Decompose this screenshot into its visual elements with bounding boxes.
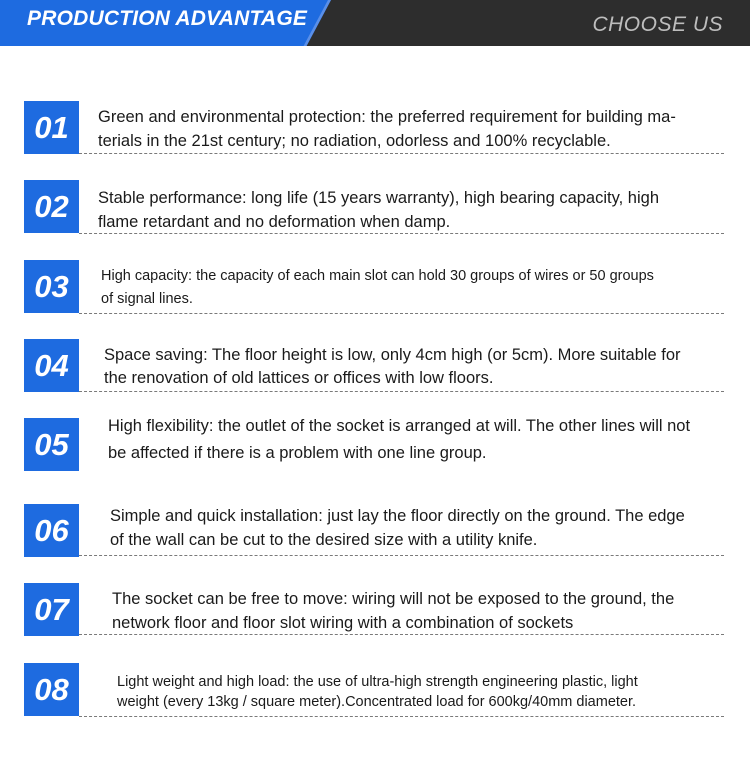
item-number-badge: 02 (24, 180, 79, 233)
item-number-badge: 06 (24, 504, 79, 557)
header-title-tab (0, 0, 334, 46)
item-text-line: of the wall can be cut to the desired size with a utility knife. (110, 531, 538, 549)
item-text-line: The socket can be free to move: wiring will not be exposed to the ground, the (112, 590, 675, 608)
dashed-divider (79, 716, 724, 717)
item-text-line: Green and environmental protection: the preferred requirement for building ma- (98, 108, 676, 126)
item-text-line: High capacity: the capacity of each main slot can hold 30 groups of wires or 50 groups (101, 268, 654, 284)
dashed-divider (79, 153, 724, 154)
item-text-line: of signal lines. (101, 291, 193, 307)
dashed-divider (79, 233, 724, 234)
item-number-badge: 01 (24, 101, 79, 154)
item-number-badge: 08 (24, 663, 79, 716)
item-number-badge: 07 (24, 583, 79, 636)
dashed-divider (79, 313, 724, 314)
item-text-line: terials in the 21st century; no radiation, odorless and 100% recyclable. (98, 132, 611, 150)
item-text-line: Simple and quick installation: just lay the floor directly on the ground. The edge (110, 507, 685, 525)
item-number-badge: 05 (24, 418, 79, 471)
section-header (0, 0, 750, 46)
item-text-line: weight (every 13kg / square meter).Concentrated load for 600kg/40mm diameter. (117, 694, 637, 710)
item-text-line: the renovation of old lattices or offices with low floors. (104, 369, 494, 387)
item-text-line: Space saving: The floor height is low, only 4cm high (or 5cm). More suitable for (104, 346, 681, 364)
item-text-line: network floor and floor slot wiring with a combination of sockets (112, 614, 574, 632)
item-text-line: be affected if there is a problem with one line group. (108, 444, 487, 462)
dashed-divider (79, 391, 724, 392)
header-title: PRODUCTION ADVANTAGE (27, 7, 308, 30)
item-text-line: Stable performance: long life (15 years warranty), high bearing capacity, high (98, 189, 659, 207)
header-right-label: CHOOSE US (592, 13, 723, 36)
item-text-line: flame retardant and no deformation when damp. (98, 213, 451, 231)
item-number-badge: 04 (24, 339, 79, 392)
dashed-divider (79, 555, 724, 556)
item-text-line: High flexibility: the outlet of the socket is arranged at will. The other lines will not (108, 417, 691, 435)
item-number-badge: 03 (24, 260, 79, 313)
dashed-divider (79, 634, 724, 635)
item-text-line: Light weight and high load: the use of ultra-high strength engineering plastic, light (117, 674, 638, 690)
